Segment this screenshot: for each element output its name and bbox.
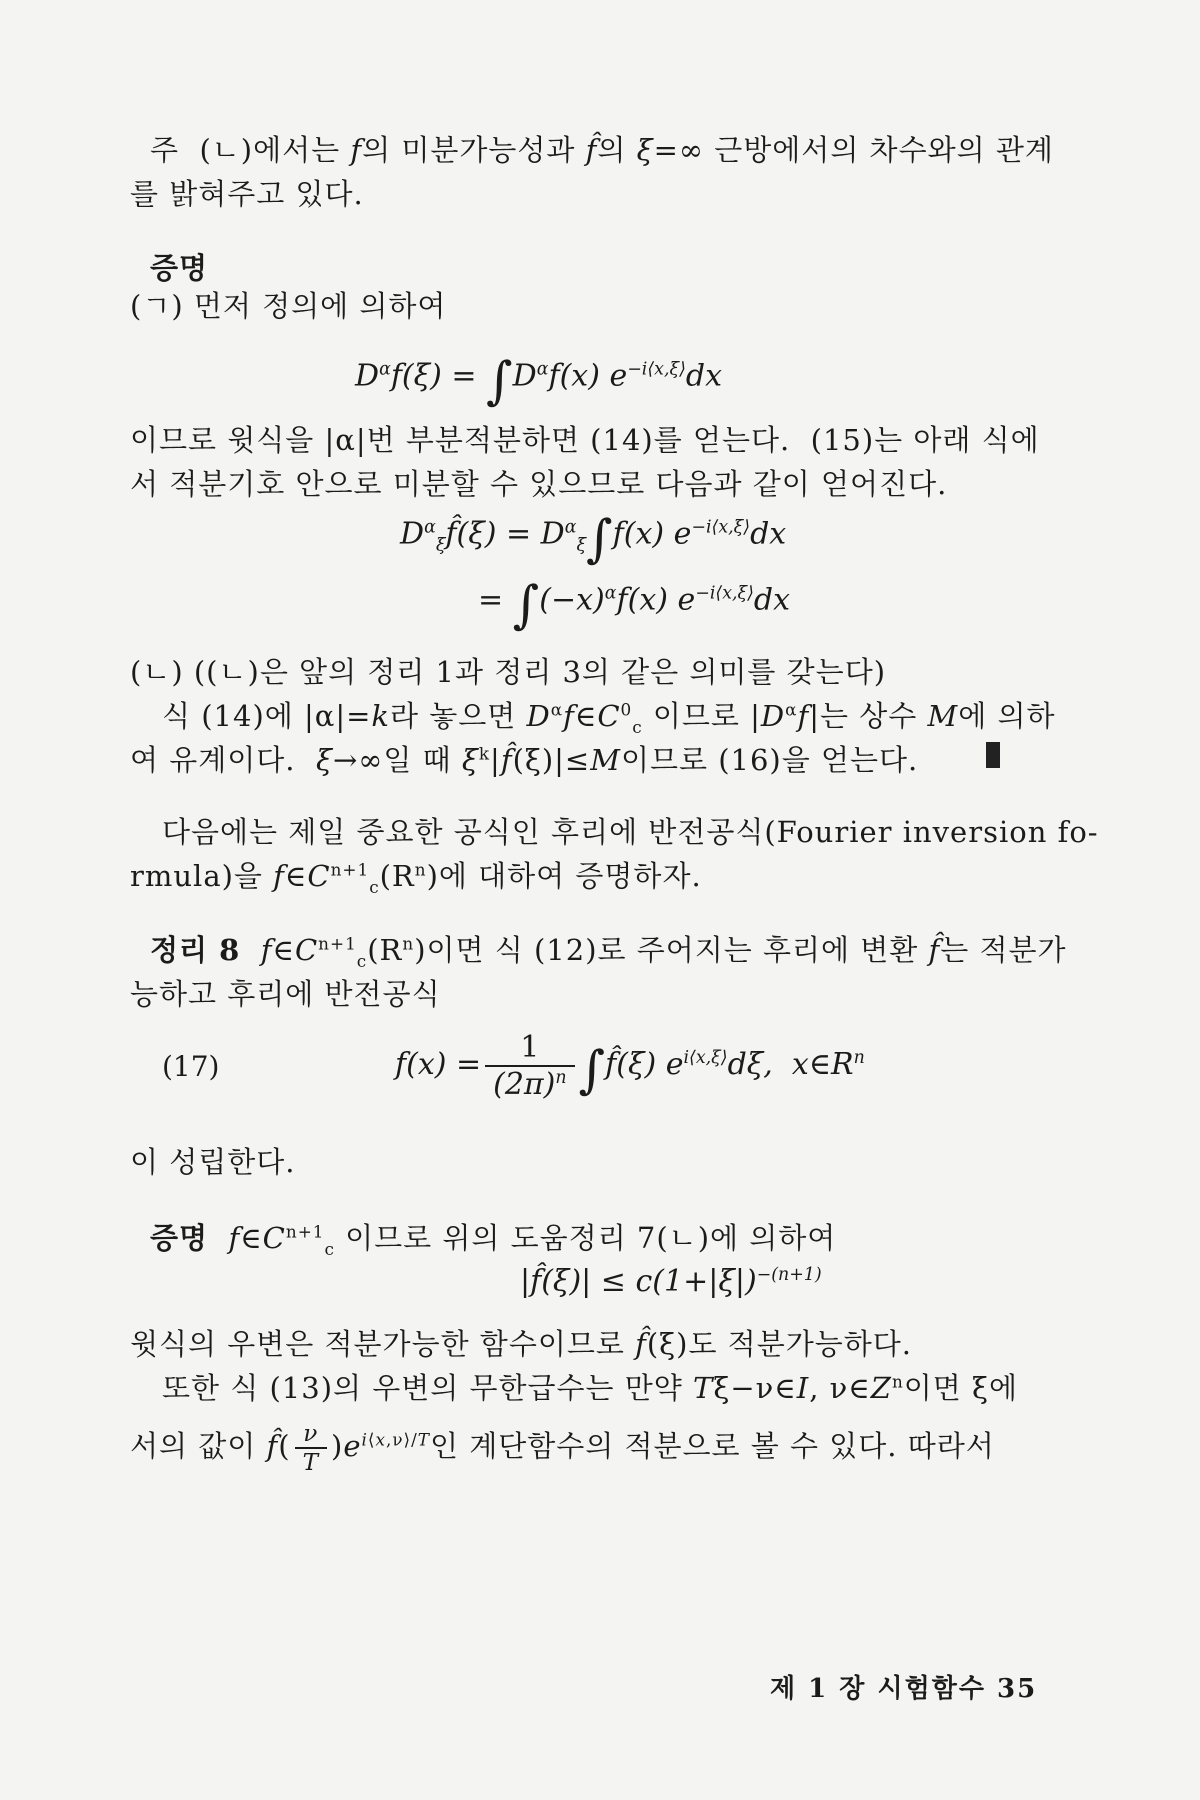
remark-line-2: 를 밝혀주고 있다.	[130, 177, 364, 211]
equation-fourier-derivative: $D^\alpha f(\xi) = \int D^\alpha f(x)$ $e^{-i⟨x,\xi⟩}dx$	[355, 352, 722, 411]
text-inversion-intro-2: rmula)을 $f\in C^{n+1}_c(R^n)$에 대하여 증명하자.	[130, 859, 702, 897]
text-inversion-intro-1: 다음에는 제일 중요한 공식인 후리에 반전공식(Fourier inversion fo-	[162, 815, 1099, 849]
page-footer: 제 1 장 시험함수 35	[770, 1674, 1038, 1704]
proof-part-b: (ㄴ) ((ㄴ)은 앞의 정리 1과 정리 3의 같은 의미를 갖는다)	[130, 655, 887, 689]
qed-mark	[986, 742, 1000, 768]
text-differentiate-under-integral: 서 적분기호 안으로 미분할 수 있으므로 다음과 같이 얻어진다.	[130, 467, 948, 501]
proof-theorem-8: 증명 $f\in C^{n+1}_c$ 이므로 위의 도움정리 7(ㄴ)에 의하여	[150, 1221, 837, 1259]
equation-17-label: (17)	[162, 1050, 220, 1083]
equation-17-inversion-formula: f(x) = $\frac{1}{(2\pi)^n}$ ∫f̂(ξ) $e^{i⟨x,\xi⟩}d\xi$, $x\in R^n$	[395, 1030, 865, 1102]
proof-part-a: (ㄱ) 먼저 정의에 의하여	[130, 289, 447, 323]
theorem-8-line-1: 정리 8 $f\in C^{n+1}_c(R^n)$이면 식 (12)로 주어지는 후리에 변환 f̂는 적분가	[150, 933, 1067, 971]
equation-bound: |f̂(ξ)| ≤ $c(1+|\xi|)^{-(n+1)}$	[520, 1264, 822, 1299]
text-series-step-function-1: 또한 식 (13)의 우변의 무한급수는 만약 Tξ−ν∈I, $\nu\in Z^n$이면 ξ에	[162, 1371, 1018, 1405]
text-series-step-function-2: 서의 값이 f̂( $\frac{\nu}{T}$ )$e^{i⟨x,\nu⟩/T}$인 계단함수의 적분으로 볼 수 있다. 따라서	[130, 1420, 995, 1476]
equation-derivative-of-transform: $D^\alpha_\xi f̂(\xi) = D^\alpha_\xi\int f(x)$ $e^{-i⟨x,\xi⟩}dx$	[400, 510, 787, 569]
remark-line-1: 주 (ㄴ)에서는 f의 미분가능성과 f̂의 ξ=∞ 근방에서의 차수와의 관계	[150, 133, 1054, 167]
text-integrate-by-parts: 이므로 윗식을 |α|번 부분적분하면 (14)를 얻는다. (15)는 아래 식에	[130, 423, 1040, 457]
text-integrable: 윗식의 우변은 적분가능한 함수이므로 f̂(ξ)도 적분가능하다.	[130, 1327, 912, 1361]
text-holds: 이 성립한다.	[130, 1145, 296, 1179]
proof-heading: 증명	[150, 251, 209, 285]
theorem-8-line-2: 능하고 후리에 반전공식	[130, 977, 441, 1011]
equation-derivative-result: = $\int(-x)^\alpha f(x)$ $e^{-i⟨x,\xi⟩}dx$	[478, 576, 791, 635]
text-bounded-derivative: 식 (14)에 |α|=k라 놓으면 $D^\alpha f\in C^0_c$ 이므로 $|D^\alpha f|$는 상수 M에 의하	[162, 699, 1056, 737]
text-decay-conclusion: 여 유계이다. ξ→∞일 때 $\xi^k|f̂(\xi)|\le M$이므로 (16)을 얻는다.	[130, 743, 919, 777]
